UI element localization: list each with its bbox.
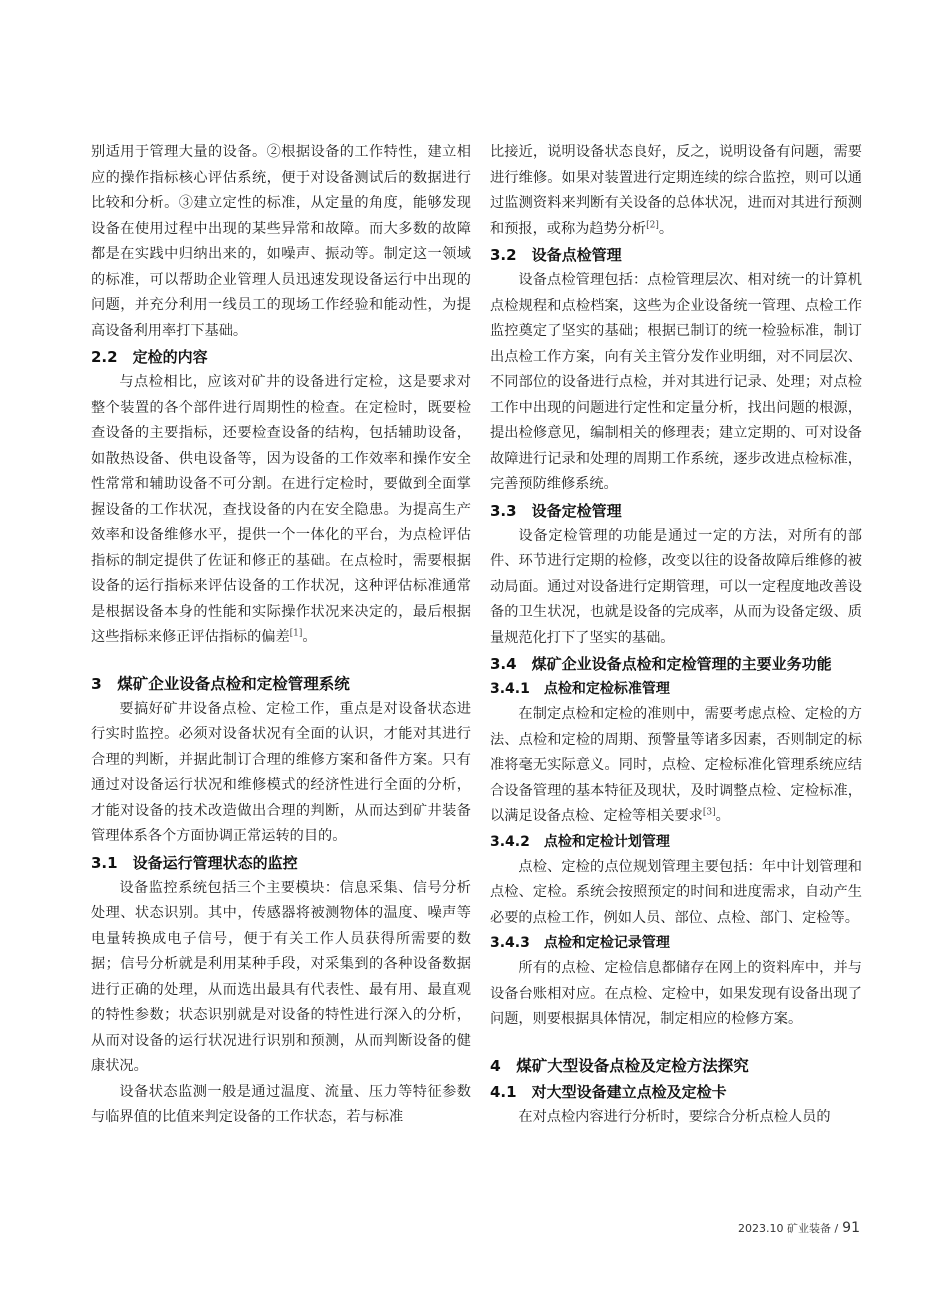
paragraph: 点检、定检的点位规划管理主要包括：年中计划管理和点检、定检。系统会按照预定的时间和进度需求，自动产生必要的点检工作，例如人员、部位、点检、部门、定检等。	[490, 858, 862, 926]
citation-ref[interactable]: [1]	[289, 628, 303, 639]
section-heading-3-3: 3.3 设备定检管理	[490, 501, 622, 520]
section-heading-3-4-1: 3.4.1 点检和定检标准管理	[490, 681, 670, 697]
paragraph: 比接近，说明设备状态良好，反之，说明设备有问题，需要进行维修。如果对装置进行定期连续的综合监控，则可以通过监测资料来判断有关设备的总体状况，进而对其进行预测和预报，或称为趋势分析[2]。	[490, 144, 862, 237]
paragraph: 设备状态监测一般是通过温度、流量、压力等特征参数与临界值的比值来判定设备的工作状态，若与标准	[91, 1083, 471, 1125]
right-column	[490, 140, 862, 1130]
paragraph: 别适用于管理大量的设备。②根据设备的工作特性，建立相应的操作指标核心评估系统，便于对设备测试后的数据进行比较和分析。③建立定性的标准，从定量的角度，能够发现设备在使用过程中出现的某些异常和故障。而大多数的故障都是在实践中归纳出来的，如噪声、振动等。制定这一领域的标准，可以帮助企业管理人员迅速发现设备运行中出现的问题，并充分利用一线员工的现场工作经验和能动性，为提高设备利用率打下基础。	[91, 144, 471, 339]
paragraph: 设备定检管理的功能是通过一定的方法，对所有的部件、环节进行定期的检修，改变以往的设备故障后维修的被动局面。通过对设备进行定期管理，可以一定程度地改善设备的卫生状况，也就是设备的完成率，从而为设备定级、质量规范化打下了坚实的基础。	[490, 527, 862, 646]
section-heading-3-1: 3.1 设备运行管理状态的监控	[91, 853, 298, 872]
section-heading-4: 4 煤矿大型设备点检及定检方法探究	[490, 1056, 749, 1075]
citation-ref[interactable]: [2]	[646, 219, 659, 230]
page-footer	[738, 1220, 860, 1236]
paragraph: 在对点检内容进行分析时，要综合分析点检人员的	[518, 1108, 831, 1125]
paragraph: 与点检相比，应该对矿井的设备进行定检，这是要求对整个装置的各个部件进行周期性的检查。在定检时，既要检查设备的主要指标，还要检查设备的结构，包括辅助设备，如散热设备、供电设备等，因为设备的工作效率和操作安全性常常和辅助设备不可分割。在进行定检时，要做到全面掌握设备的工作状况，查找设备的内在安全隐患。为提高生产效率和设备维修水平，提供一个一体化的平台，为点检评估指标的制定提供了佐证和修正的基础。在点检时，需要根据设备的运行指标来评估设备的工作状况，这种评估标准通常是根据设备本身的性能和实际操作状况来决定的，最后根据这些指标来修正评估指标的偏差[1]。	[91, 374, 471, 645]
citation-ref[interactable]: [3]	[702, 807, 716, 818]
paragraph: 设备点检管理包括：点检管理层次、相对统一的计算机点检规程和点检档案，这些为企业设备统一管理、点检工作监控奠定了坚实的基础；根据已制订的统一检验标准，制订出点检工作方案，向有关主管分发作业明细，对不同层次、不同部位的设备进行点检，并对其进行记录、处理；对点检工作中出现的问题进行定性和定量分析，找出问题的根源，提出检修意见，编制相关的修理表；建立定期的、可对设备故障进行记录和处理的周期工作系统，逐步改进点检标准，完善预防维修系统。	[490, 272, 862, 492]
section-heading-3-4-2: 3.4.2 点检和定检计划管理	[490, 833, 670, 850]
paragraph: 设备监控系统包括三个主要模块：信息采集、信号分析处理、状态识别。其中，传感器将被测物体的温度、噪声等电量转换成电子信号，便于有关工作人员获得所需要的数据；信号分析就是利用某种手段，对采集到的各种设备数据进行正确的处理，从而选出最具有代表性、最有用、最直观的特性参数；状态识别就是对设备的特性进行深入的分析，从而对设备的运行状况进行识别和预测，从而判断设备的健康状况。	[91, 879, 471, 1074]
section-heading-3-4: 3.4 煤矿企业设备点检和定检管理的主要业务功能	[490, 655, 832, 673]
page-number: 91	[842, 1220, 860, 1236]
section-heading-2-2: 2.2 定检的内容	[91, 348, 208, 366]
paragraph: 所有的点检、定检信息都储存在网上的资料库中，并与设备台账相对应。在点检、定检中，如果发现有设备出现了问题，则要根据具体情况，制定相应的检修方案。	[490, 960, 862, 1027]
section-heading-3-2: 3.2 设备点检管理	[490, 246, 622, 264]
paragraph: 要搞好矿井设备点检、定检工作，重点是对设备状态进行实时监控。必须对设备状况有全面的认识，才能对其进行合理的判断，并据此制订合理的维修方案和备件方案。只有通过对设备运行状况和维修模式的经济性进行全面的分析，才能对设备的技术改造做出合理的判断，从而达到矿井装备管理体系各个方面协调正常运转的目的。	[91, 700, 471, 844]
section-heading-4-1: 4.1 对大型设备建立点检及定检卡	[490, 1082, 727, 1101]
issue-label: 2023.10 矿业装备 /	[737, 1222, 839, 1235]
section-heading-3: 3 煤矿企业设备点检和定检管理系统	[91, 674, 350, 693]
paragraph: 在制定点检和定检的准则中，需要考虑点检、定检的方法、点检和定检的周期、预警量等诸多因素，否则制定的标准将毫无实际意义。同时，点检、定检标准化管理系统应结合设备管理的基本特征及现状，及时调整点检、定检标准，以满足设备点检、定检等相关要求[3]。	[490, 706, 862, 824]
section-heading-3-4-3: 3.4.3 点检和定检记录管理	[490, 935, 670, 951]
left-column	[91, 140, 471, 1131]
